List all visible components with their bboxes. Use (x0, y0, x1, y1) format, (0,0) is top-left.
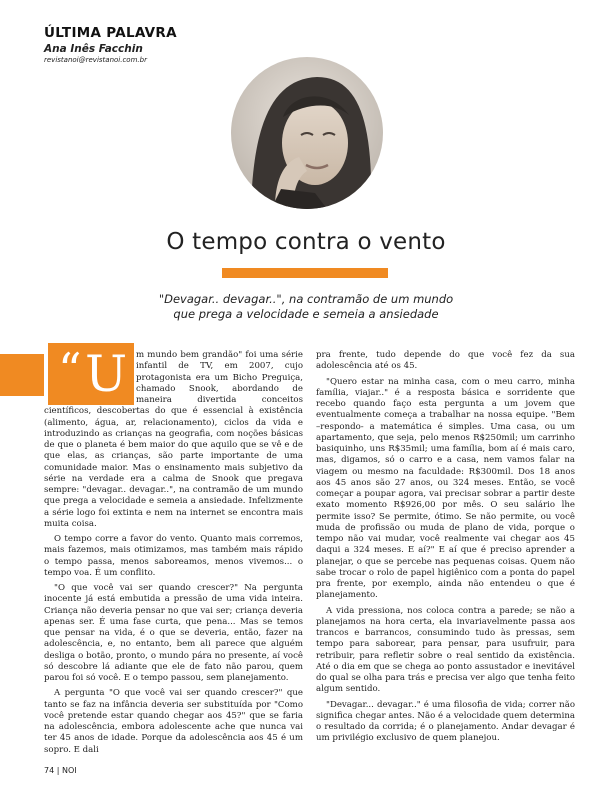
paragraph: A pergunta "O que você vai ser quando crescer?" que tanto se faz na infância deveria ser substituída por "Como você pretende estar quando chegar aos 45?" que se faria na adolescência, embora adolescente ache que nunca vai ter 45 anos de idade. Porque da adolescência aos 45 é um sopro. E dali (44, 688, 303, 755)
paragraph: m mundo bem grandão" foi uma série infantil de TV, em 2007, cujo protagonista era um Bicho Preguiça, chamado Snook, abordando de maneira divertida conceitos científicos, descobertas do que é essencial à existência (alimento, água, ar, relacionamento), ciclos da vida e introduzindo as crianças na geografia, com noções básicas de que o planeta é bem maior do que aquilo que se vê e de que elas, as crianças, são parte importante de uma comunidade maior. Mas o ensinamento mais subjetivo da série na verdade era a calma de Snook que pregava sempre: "devagar.. devagar..", na contramão de um mundo que prega a velocidade e semeia a ansiedade. Infelizmente a série logo foi extinta e nem na internet se encontra mais muita coisa. (44, 350, 303, 529)
body-column-right (316, 350, 575, 749)
title-underline (222, 268, 388, 278)
paragraph: "O que você vai ser quando crescer?" Na pergunta inocente já está embutida a pressão de uma vida inteira. Criança não deveria pensar no que vai ser; criança deveria apenas ser. É uma fase curta, que pena... Mas se temos que pensar na vida, é o que se deveria, então, fazer na adolescência, e, no entanto, bem ali parece que alguém desliga o botão, pronto, o mundo pára no presente, aí você só descobre lá adiante que ele de fato não parou, quem parou foi só você. E o tempo passou, sem planejamento. (44, 583, 303, 683)
section-label: ÚLTIMA PALAVRA (44, 25, 177, 41)
author-portrait (231, 57, 383, 209)
paragraph: O tempo corre a favor do vento. Quanto mais corremos, mais fazemos, mais otimizamos, mas também mais rápido o tempo passa, menos saboreamos, menos vivemos... o tempo voa. É um conflito. (44, 534, 303, 578)
drop-cap-letter: U (85, 345, 128, 403)
paragraph: "Quero estar na minha casa, com o meu carro, minha família, viajar.." é a resposta básica e sorridente que recebo quando faço esta pergunta a um jovem que eventualmente começa a trabalhar na nossa equipe. "Bem –respondo- a matemática é simples. Uma casa, ou um apartamento, que seja, pelo menos R$250mil; um carrinho basiquinho, uns R$35mil; uma família, bom aí é mais caro, mas, digamos, só o carro e a casa, nem vamos falar na viagem ou mesmo na faculdade: R$300mil. Dos 18 anos aos 45 anos são 27 anos, ou 324 meses. Então, se você começar a poupar agora, vai precisar sobrar a partir deste exato momento R$926,00 por mês. O seu salário lhe permite isso? Se permite, ótimo. Se não permite, ou você muda de profissão ou muda de plano de vida, porque o tempo não vai mudar, você realmente vai chegar aos 45 daqui a 324 meses. E aí?" E aí que é preciso aprender a planejar, o que se percebe nas pequenas coisas. Quem não sabe trocar o rolo de papel higiênico com a ponta do papel pra frente, por exemplo, ainda não entendeu o que é planejamento. (316, 376, 575, 601)
margin-accent-tab (0, 354, 44, 396)
drop-cap-quote: “ (58, 343, 82, 397)
drop-cap (48, 343, 134, 405)
paragraph: "Devagar... devagar.." é uma filosofia de vida; correr não significa chegar antes. Não é a velocidade quem determina o resultado da corrida; é o planejamento. Andar devagar é um privilégio exclusivo de quem planejou. (316, 699, 575, 744)
subtitle-line-2: que prega a velocidade e semeia a ansiedade (173, 306, 439, 321)
subtitle-line-1: "Devagar.. devagar..", na contramão de um mundo (158, 292, 454, 306)
page-footer: 74 | NOI (44, 766, 77, 775)
paragraph: A vida pressiona, nos coloca contra a parede; se não a planejamos na hora certa, ela invariavelmente passa aos trancos e barrancos, consumindo tudo às pressas, sem tempo para saborear, para pensar, para usufruir, para retribuir, para refletir sobre o real sentido da existência. Até o dia em que se chega ao ponto assustador e inevitável do qual se olha para trás e precisa ver algo que tenha feito algum sentido. (316, 605, 575, 695)
article-subtitle (120, 292, 492, 321)
author-email: revistanoi@revistanoi.com.br (44, 56, 147, 64)
paragraph: pra frente, tudo depende do que você fez da sua adolescência até os 45. (316, 350, 575, 372)
article-title: O tempo contra o vento (166, 229, 446, 255)
author-name: Ana Inês Facchin (44, 43, 143, 55)
body-column-left (44, 350, 303, 760)
